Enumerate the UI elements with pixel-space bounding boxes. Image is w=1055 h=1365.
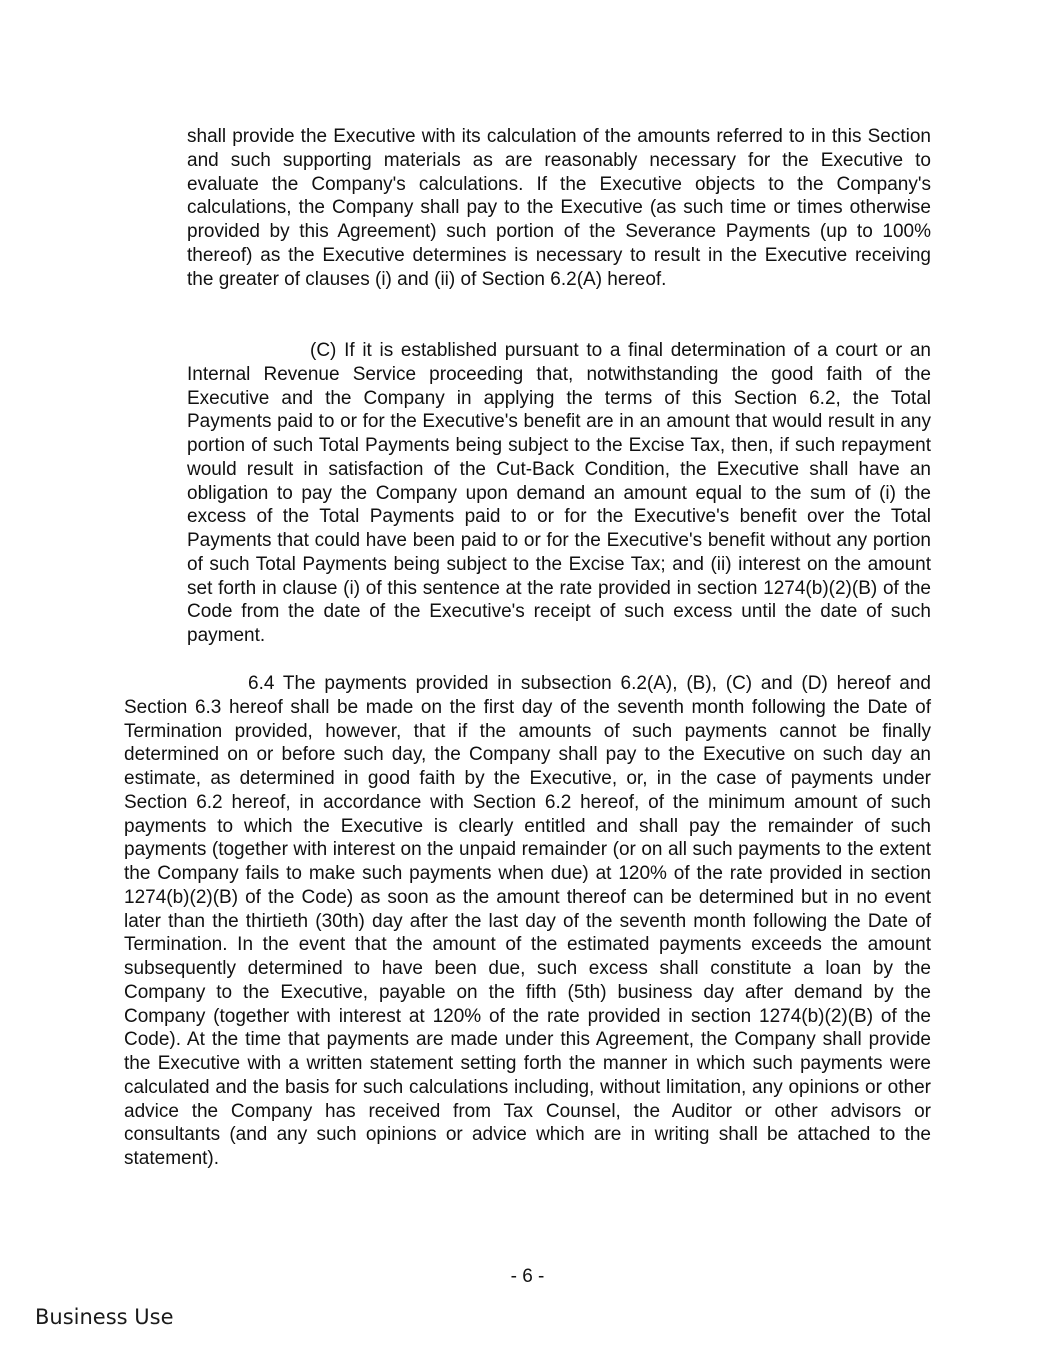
page-number: - 6 -: [510, 1266, 545, 1287]
paragraph-clause-c: (C) If it is established pursuant to a final determination of a court or an Internal Revenue Service proceeding that, notwithstanding the good faith of the Executive and the Company in applying the terms of this Section 6.2, the Total Payments paid to or for the Executive's benefit are in an amount that would result in any portion of such Total Payments being subject to the Excise Tax, then, if such repayment would result in satisfaction of the Cut-Back Condition, the Executive shall have an obligation to pay the Company upon demand an amount equal to the sum of (i) the excess of the Total Payments paid to or for the Executive's benefit over the Total Payments that could have been paid to or for the Executive's benefit without any portion of such Total Payments being subject to the Excise Tax; and (ii) interest on the amount set forth in clause (i) of this sentence at the rate provided in section 1274(b)(2)(B) of the Code from the date of the Executive's receipt of such excess until the date of such payment.: [187, 340, 931, 646]
footer-classification-label: Business Use: [35, 1305, 174, 1329]
paragraph-section-6-4: 6.4 The payments provided in subsection 6.2(A), (B), (C) and (D) hereof and Section 6.3 hereof shall be made on the first day of the seventh month following the Date of Termination provided, however, that if the amounts of such payments cannot be finally determined on or before such day, the Company shall pay to the Executive on such day an estimate, as determined in good faith by the Executive, or, in the case of payments under Section 6.2 hereof, in accordance with Section 6.2 hereof, of the minimum amount of such payments to which the Executive is clearly entitled and shall pay the remainder of such payments (together with interest on the unpaid remainder (or on all such payments to the extent the Company fails to make such payments when due) at 120% of the rate provided in section 1274(b)(2)(B) of the Code) as soon as the amount thereof can be determined but in no event later than the thirtieth (30th) day after the last day of the seventh month following the Date of Termination. In the event that the amount of the estimated payments exceeds the amount subsequently determined to have been due, such excess shall constitute a loan by the Company to the Executive, payable on the fifth (5th) business day after demand by the Company (together with interest at 120% of the rate provided in section 1274(b)(2)(B) of the Code). At the time that payments are made under this Agreement, the Company shall provide the Executive with a written statement setting forth the manner in which such payments were calculated and the basis for such calculations including, without limitation, any opinions or other advice the Company has received from Tax Counsel, the Auditor or other advisors or consultants (and any such opinions or advice which are in writing shall be attached to the statement).: [124, 673, 931, 1169]
paragraph-continuation: shall provide the Executive with its calculation of the amounts referred to in this Section and such supporting materials as are reasonably necessary for the Executive to evaluate the Company's calculations. If the Executive objects to the Company's calculations, the Company shall pay to the Executive (as such time or times otherwise provided by this Agreement) such portion of the Severance Payments (up to 100% thereof) as the Executive determines is necessary to result in the Executive receiving the greater of clauses (i) and (ii) of Section 6.2(A) hereof.: [187, 126, 931, 290]
